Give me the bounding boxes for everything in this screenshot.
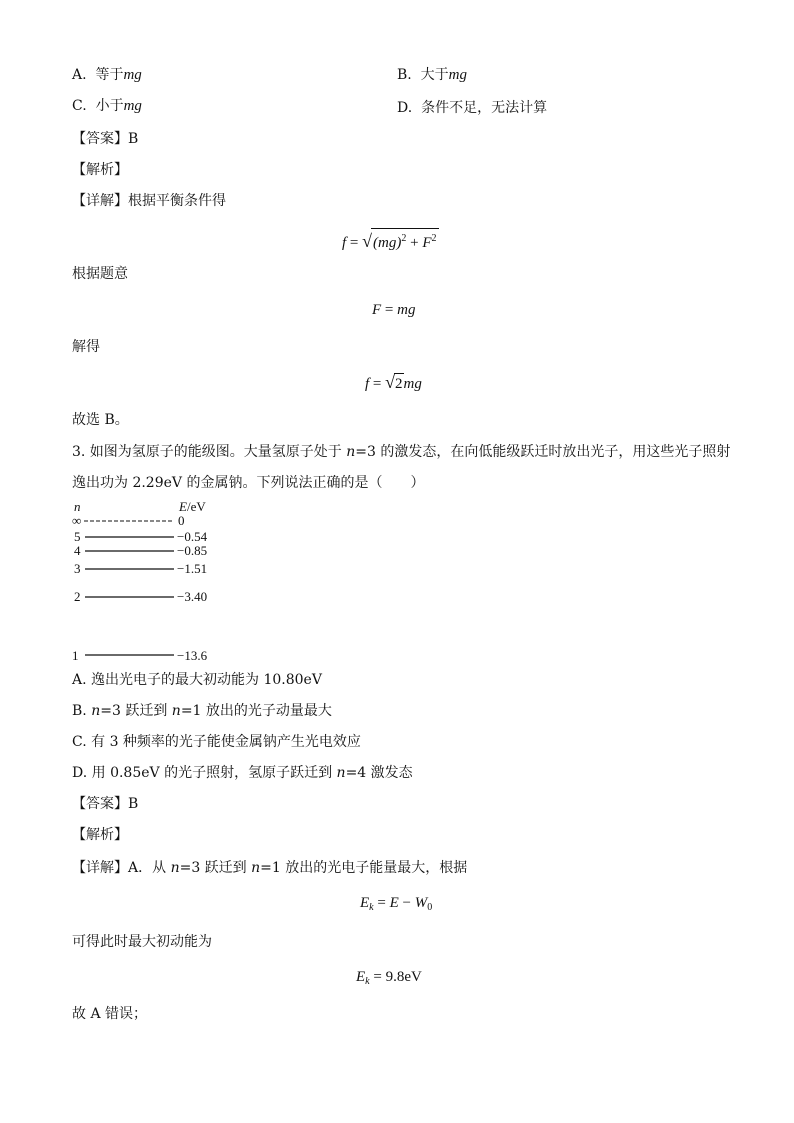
level-n-inf: ∞: [72, 513, 82, 528]
level-n-5: 5: [74, 529, 81, 544]
q3-option-d: D. 用 0.85eV 的光子照射，氢原子跃迁到 n=4 激发态: [72, 765, 413, 781]
level-n-2: 2: [74, 589, 81, 604]
max-energy-line: 可得此时最大初动能为: [72, 934, 212, 950]
level-e-4: −0.85: [177, 543, 208, 558]
level-e-2: −3.40: [177, 589, 208, 604]
n-axis-label: n: [74, 499, 81, 514]
q3-detail-line: 【详解】A．从 n=3 跃迁到 n=1 放出的光电子能量最大，根据: [72, 860, 468, 876]
level-e-5: −0.54: [177, 529, 208, 544]
q3-conclusion-line: 故 A 错误；: [72, 1006, 148, 1022]
energy-level-diagram: [70, 498, 240, 668]
conclusion-line: 故选 B。: [72, 412, 129, 428]
question-3-stem-line1: 3. 如图为氢原子的能级图。大量氢原子处于 n=3 的激发态，在向低能级跃迁时放出光子，用这些光子照射: [72, 444, 731, 460]
equation-photoelectric: $E_k = E - W_0$: [360, 895, 433, 913]
q3-option-b: B. n=3 跃迁到 n=1 放出的光子动量最大: [72, 703, 332, 719]
q3-option-a: A. 逸出光电子的最大初动能为 10.80eV: [72, 672, 322, 688]
level-n-4: 4: [74, 543, 81, 558]
level-e-1: −13.6: [177, 648, 208, 663]
analysis-heading: 【解析】: [72, 162, 128, 178]
q3-answer-line: 【答案】B: [72, 796, 139, 812]
option-b: B. 大于mg: [397, 67, 467, 83]
equation-force: F = mg: [372, 302, 416, 318]
q3-analysis-heading: 【解析】: [72, 827, 128, 843]
option-c: C. 小于mg: [72, 98, 142, 114]
equation-result: f = √2mg: [365, 372, 422, 392]
option-d: D. 条件不足，无法计算: [397, 100, 548, 116]
answer-line: 【答案】B: [72, 131, 139, 147]
detail-line: 【详解】根据平衡条件得: [72, 193, 226, 209]
q3-option-c: C. 有 3 种频率的光子能使金属钠产生光电效应: [72, 734, 361, 750]
level-n-3: 3: [74, 561, 81, 576]
level-n-1: 1: [72, 648, 79, 663]
level-e-3: −1.51: [177, 561, 208, 576]
equation-friction: $f = √(mg)^2 + F^2$: [342, 228, 439, 253]
solve-line: 解得: [72, 339, 100, 355]
question-3-stem-line2: 逸出功为 2.29eV 的金属钠。下列说法正确的是（ ）: [72, 475, 425, 491]
condition-line: 根据题意: [72, 266, 128, 282]
option-a: A. 等于mg: [72, 67, 142, 83]
energy-axis-label: E/eV: [179, 499, 206, 514]
level-e-inf: 0: [178, 513, 185, 528]
equation-max-energy: $E_k = 9.8eV$: [356, 969, 422, 987]
